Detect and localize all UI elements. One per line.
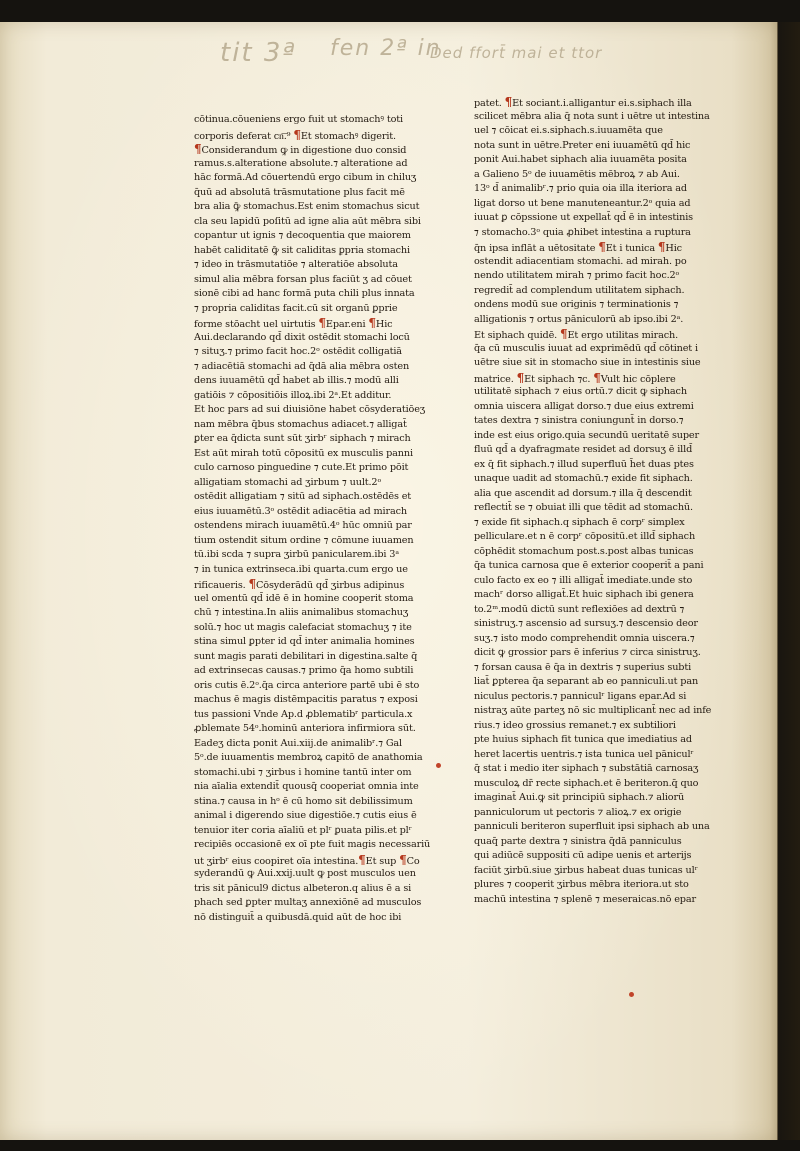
text-line: qui adiūcē suppositi cū adipe uenis et arterijs — [474, 850, 692, 861]
text-line: unaque uadit ad stomachū.⁊ exide fit siphach. — [474, 473, 693, 484]
text-line: culo facto ex eo ⁊ illi alligat̄ imediate.unde sto — [474, 574, 693, 586]
text-line: sunt magis parati debilitari in digestina.salte q̄ — [194, 650, 418, 662]
rubric-pilcrow: ¶ — [368, 316, 376, 330]
ink-dot — [629, 992, 634, 997]
text-line: nō distinguit̄ a quibusdā.quid aūt de hoc ibi — [194, 911, 402, 923]
text-line: ostendens mirach iuuamētū.4ᵒ hūc omniū par — [194, 520, 412, 531]
rubric-pilcrow: ¶ — [560, 327, 568, 341]
text-line: fluū qd̄ a dyafragmate residet ad dorsuʒ ē illd̄ — [474, 444, 693, 455]
page-edge — [777, 22, 778, 1140]
rubric-pilcrow: ¶ — [598, 240, 606, 254]
text-line: ꝓblemate 54ᵒ.hominū anteriora infirmiora sūt. — [194, 723, 416, 734]
text-line: reflectit̄ se ⁊ obuiat illi que tēdit ad stomachū. — [474, 502, 693, 513]
text-line: ut ʒirbʳ eius coopiret oīa intestina.¶Et sup ¶Co — [194, 852, 420, 867]
text-line: ponit Aui.habet siphach alia iuuamēta posita — [474, 154, 687, 165]
text-line: tū.ibi scda ⁊ supra ʒirbū panicularem.ibi 3ᵃ — [194, 549, 399, 560]
marginal-note-part1: tit 3ª — [220, 38, 297, 68]
text-line: animal i digerendo siue digestiōe.⁊ cutis eius ē — [194, 810, 417, 821]
text-line: ⁊ in tunica extrinseca.ibi quarta.cum ergo ue — [194, 563, 408, 575]
text-line: rificaueris. ¶Cōsyderādū qd̄ ʒirbus adipinus — [194, 577, 405, 591]
text-line: nendo utilitatem mirah ⁊ primo facit hoc.2ᵒ — [474, 270, 680, 281]
text-line: panniculorum ut pectoris ⁊ alioꝝ.⁊ ex origie — [474, 806, 682, 818]
text-line: tus passioni Vnde Ap.d ꝓblematibʳ particula.x — [194, 708, 413, 720]
text-line: quaq̄ parte dextra ⁊ sinistra q̄dā panniculus — [474, 835, 682, 847]
text-line: Est aūt mirah totū cōpositū ex musculis panni — [194, 447, 413, 459]
text-line: rius.⁊ ideo grossius remanet.⁊ ex subtiliori — [474, 719, 676, 731]
text-line: q̄uū ad absolutā trāsmutatione plus facit mē — [194, 186, 405, 198]
text-line: ostendit adiacentiam stomachi. ad mirah. po — [474, 255, 687, 267]
text-line: ¶Considerandum ꝙ in digestione duo consid — [194, 142, 407, 156]
text-line: stina simul ꝑpter id qd̄ inter animalia homines — [194, 636, 415, 647]
text-line: culo carnoso pinguedine ⁊ cute.Et primo pōit — [194, 462, 409, 473]
text-line: recipiēs occasionē ex oī pte fuit magis necessariū — [194, 839, 430, 850]
text-line: stomachi.ubi ⁊ ʒirbus i homine tantū inter om — [194, 766, 412, 778]
text-line: cōphēdit stomachum post.s.post albas tunicas — [474, 545, 694, 557]
text-line: plures ⁊ cooperit ʒirbus mēbra iteriora.ut sto — [474, 879, 689, 890]
text-line: inde est eius origo.quia secundū ueritatē super — [474, 429, 699, 441]
text-line: solū.⁊ hoc ut magis calefaciat stomachuʒ ⁊ ite — [194, 621, 412, 633]
text-line: machʳ dorso alligat̄.Et huic siphach ibi genera — [474, 589, 694, 600]
text-line: gatiōis ⁊ cōpositiōis illoꝝ.ibi 2ᵃ.Et additur. — [194, 389, 392, 401]
text-column-left — [194, 113, 430, 925]
rubric-pilcrow: ¶ — [194, 142, 202, 156]
text-line: panniculi beriteron superfluit ipsi siphach ab una — [474, 821, 710, 832]
text-line: oris cutis ē.2ᵒ.q̄a circa anteriore partē ubi ē sto — [194, 679, 420, 691]
text-line: copantur ut ignis ⁊ decoquentia que maiorem — [194, 230, 411, 241]
text-line: patet. ¶Et sociant.i.alligantur ei.s.siphach illa — [474, 95, 692, 109]
text-line: pelliculare.et n ē corpʳ cōpositū.et illd̄ siphach — [474, 531, 696, 542]
rubric-pilcrow: ¶ — [293, 127, 301, 142]
marginal-handwritten-note — [220, 30, 660, 90]
text-line: Et siphach quidē. ¶Et ergo utilitas mirach. — [474, 327, 679, 341]
text-line: q̄ stat i medio iter siphach ⁊ substātiā carnosaʒ — [474, 763, 699, 774]
text-line: tris sit pānicul9 dictus albeteron.q alius ē a si — [194, 882, 412, 894]
text-line: to.2ᵐ.modū dictū sunt reflexiōes ad dextrū ⁊ — [474, 603, 685, 615]
text-line: cla seu lapidū poſitū ad igne alia aūt mēbra sibi — [194, 215, 421, 227]
text-line: ligat dorso ut bene manuteneantur.2ᵒ quia ad — [474, 197, 691, 209]
text-line: forme stōacht uel uirtutis ¶Epar.eni ¶Hic — [194, 316, 393, 330]
text-line: nota sunt in uētre.Preter eni iuuamētū qd̄ hic — [474, 139, 691, 151]
text-line: ostēdit alligatiam ⁊ sitū ad siphach.ostēdēs et — [194, 491, 412, 502]
text-line: ⁊ exide fit siphach.q siphach ē corpʳ simplex — [474, 516, 685, 528]
text-line: ramus.s.alteratione absolute.⁊ alteratione ad — [194, 157, 408, 169]
text-line: matrice. ¶Et siphach ⁊c. ¶Vult hic cōplere — [474, 370, 676, 385]
text-line: syderandū ꝙ Aui.xxij.uult ꝙ post musculos uen — [194, 868, 416, 879]
rubric-pilcrow: ¶ — [516, 370, 525, 385]
rubric-pilcrow: ¶ — [504, 95, 513, 109]
text-line: tium ostendit situm ordine ⁊ cōmune iuuamen — [194, 534, 414, 546]
rubric-pilcrow: ¶ — [657, 240, 666, 254]
text-line: Et hoc pars ad sui diuisiōne habet cōsyderatiōeʒ — [194, 404, 426, 415]
text-line: faciūt ʒirbū.siue ʒirbus habeat duas tunicas ulʳ — [474, 864, 698, 876]
text-line: dicit ꝙ grossior pars ē inferius ⁊ circa sinistruʒ. — [474, 647, 701, 658]
text-line: liat̄ ꝑpterea q̄a separant ab eo panniculi.ut pan — [474, 676, 699, 687]
text-line: tenuior iter coria aīaliū et plʳ ꝑuata pilis.et plʳ — [194, 824, 412, 836]
text-line: ad extrinsecas causas.⁊ primo q̄a homo subtili — [194, 665, 414, 676]
text-line: nam mēbra q̄bus stomachus adiacet.⁊ alligat̄ — [194, 418, 407, 430]
text-line: alia que ascendit ad dorsum.⁊ illa q̄ descendit — [474, 487, 692, 499]
text-line: habēt caliditatē ꝙ̄ sit caliditas ꝑpria stomachi — [194, 244, 410, 256]
text-line: omnia uiscera alligat dorso.⁊ due eius extremi — [474, 400, 694, 412]
page-edge-shadow — [770, 22, 800, 1140]
rubric-pilcrow: ¶ — [248, 577, 256, 591]
rubric-pilcrow: ¶ — [593, 370, 601, 385]
text-column-right — [474, 95, 712, 907]
text-line: ex q̄ fit siphach.⁊ illud superfluū h̄et duas ptes — [474, 458, 694, 470]
text-line: machū intestina ⁊ splenē ⁊ meseraicas.nō epar — [474, 893, 696, 905]
text-line: chū ⁊ intestina.In aliis animalibus stomachuʒ — [194, 607, 409, 618]
text-line: hāc formā.Ad cōuertendū ergo cibum in chiluʒ — [194, 172, 417, 183]
text-line: ⁊ stomacho.3ᵒ quia ꝓhibet intestina a ruptura — [474, 226, 691, 238]
text-line: ⁊ forsan causa ē q̄a in dextris ⁊ superius subti — [474, 661, 692, 673]
text-line: iuuat ꝑ cōpssione ut expellat̄ qd̄ ē in intestinis — [474, 212, 693, 223]
text-line: uel omentū qd̄ idē ē in homine cooperit stoma — [194, 592, 414, 604]
text-line: alligationis ⁊ ortus pāniculorū ab ipso.ibi 2ᵃ. — [474, 313, 684, 325]
text-line: utilitatē siphach ⁊ eius ortū.⁊ dicit ꝙ siphach — [474, 386, 687, 397]
text-line: phach sed ꝑpter multaʒ annexiōnē ad musculos — [194, 897, 422, 908]
text-line: ꝑter ea q̄dicta sunt sūt ʒirbʳ siphach ⁊ mirach — [194, 433, 411, 444]
text-line: simul alia mēbra forsan plus faciūt ʒ ad cōuet — [194, 273, 412, 285]
rubric-pilcrow: ¶ — [358, 852, 366, 867]
marginal-note-part2: fen 2ª in — [330, 36, 442, 61]
marginal-note-part3: Ded ffort̄ mai et ttor — [430, 44, 603, 62]
text-line: Aui.declarando qd̄ dixit ostēdit stomachi locū — [194, 331, 410, 343]
rubric-pilcrow: ¶ — [399, 852, 407, 867]
text-line: ⁊ ideo in trāsmutatiōe ⁊ alteratiōe absoluta — [194, 259, 398, 270]
text-line: scilicet mēbra alia q̄ nota sunt i uētre ut intestina — [474, 110, 710, 122]
text-line: stina.⁊ causa in hᵒ ē cū homo sit debilissimum — [194, 795, 413, 807]
text-line: ⁊ propria caliditas facit.cū sit organū ꝑprie — [194, 302, 398, 314]
text-line: 5ᵒ.de iuuamentis membroꝝ capitō de anathomia — [194, 752, 423, 763]
text-line: Eadeʒ dicta ponit Aui.xiij.de animalibʳ.⁊ Gal — [194, 737, 402, 749]
text-line: bra alia ꝙ̄ stomachus.Est enim stomachus sicut — [194, 201, 420, 212]
text-line: suʒ.⁊ isto modo comprehendit omnia uiscera.⁊ — [474, 632, 695, 644]
text-line: ondens modū sue originis ⁊ terminationis ⁊ — [474, 299, 679, 310]
text-line: heret lacertis uentris.⁊ ista tunica uel pāniculʳ — [474, 748, 694, 760]
text-line: q̄a cū musculis iuuat ad exprimēdū qd̄ cōtinet i — [474, 342, 698, 354]
text-line: eius iuuamētū.3ᵒ ostēdit adiacētia ad mirach — [194, 505, 407, 517]
text-line: ⁊ adiacētiā stomachi ad q̄dā alia mēbra osten — [194, 360, 410, 372]
ink-dot — [436, 763, 441, 768]
text-line: a Galieno 5ᵒ de iuuamētis mēbroꝝ ⁊ ab Aui. — [474, 168, 680, 180]
text-line: imaginat̄ Aui.ꝙ sit principiū siphach.⁊ aliorū — [474, 792, 685, 803]
text-line: regredit̄ ad complendum utilitatem siphach. — [474, 284, 685, 296]
text-line: ⁊ situʒ.⁊ primo facit hoc.2ᵒ ostēdit colligatiā — [194, 346, 402, 357]
text-line: uētre siue sit in stomacho siue in intestinis siue — [474, 357, 701, 368]
text-line: uel ⁊ cōicat ei.s.siphach.s.iuuamēta que — [474, 125, 663, 136]
text-line: q̄n ipsa inflāt a uētositate ¶Et i tunica ¶Hic — [474, 240, 682, 254]
text-line: dens iuuamētū qd̄ habet ab illis.⁊ modū alli — [194, 375, 399, 386]
text-line: musculoꝝ dr̄ recte siphach.et ē beriteron.q̄ quo — [474, 777, 699, 789]
text-line: sionē cibi ad hanc formā puta chili plus innata — [194, 288, 415, 299]
text-line: nia aīalia extendit̄ quousq̄ cooperiat omnia inte — [194, 781, 419, 792]
text-line: pte huius siphach fit tunica que imediatius ad — [474, 734, 692, 745]
text-line: machus ē magis distēmpacitis paratus ⁊ exposi — [194, 694, 418, 705]
text-line: nistraʒ aūte parteʒ nō sic multiplicant̄ nec ad infe — [474, 705, 712, 716]
text-line: 13ᵒ d̄ animalibʳ.⁊ prio quia oia illa iteriora ad — [474, 183, 687, 194]
text-line: alligatiam stomachi ad ʒirbum ⁊ uult.2ᵒ — [194, 476, 382, 488]
text-line: niculus pectoris.⁊ panniculʳ ligans epar.Ad si — [474, 690, 687, 702]
text-line: tates dextra ⁊ sinistra coniungunt̄ in dorso.⁊ — [474, 415, 684, 426]
text-line: cōtinua.cōueniens ergo fuit ut stomachꝰ toti — [194, 114, 403, 125]
text-line: q̄a tunica carnosa que ē exterior cooperit̄ a pani — [474, 560, 704, 571]
rubric-pilcrow: ¶ — [318, 316, 326, 330]
text-line: sinistruʒ.⁊ ascensio ad sursuʒ.⁊ descensio deor — [474, 618, 698, 629]
text-line: corporis deferat cn͞.⁹ ¶Et stomachꝰ digerit. — [194, 127, 396, 142]
